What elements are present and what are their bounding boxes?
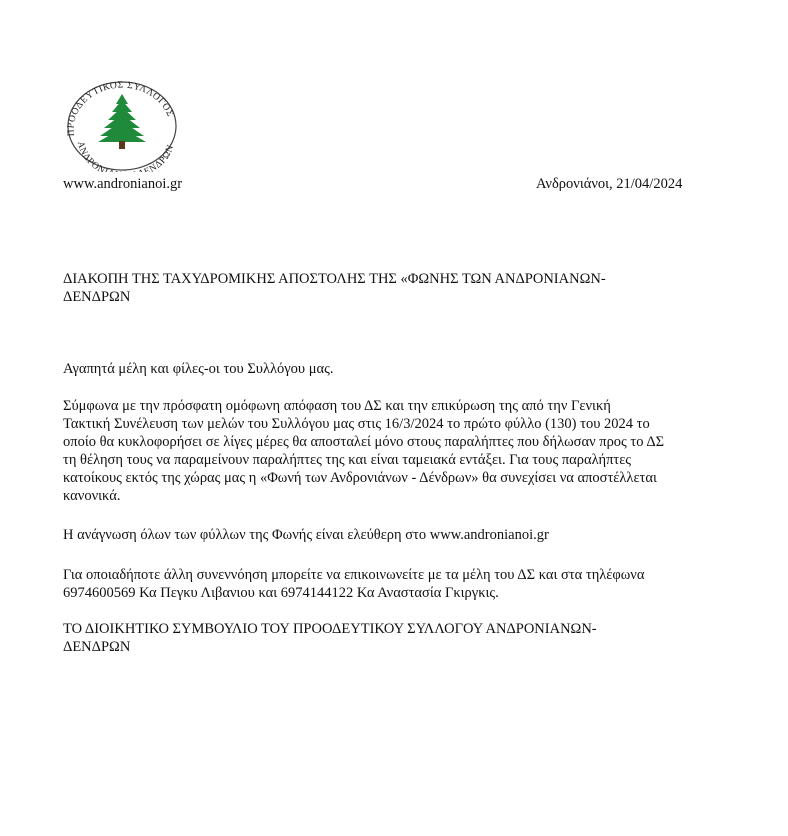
website-address: www.andronianoi.gr: [63, 176, 183, 192]
paragraph-line: κατοίκους εκτός της χώρας μας η «Φωνή των Ανδρονιάνων - Δένδρων» θα συνεχίσει να αποστέλλεται: [63, 470, 657, 486]
paragraph-contact: [63, 566, 735, 602]
paragraph-line: Για οποιαδήποτε άλλη συνεννόηση μπορείτε να επικοινωνείτε με τα μέλη του ΔΣ και στα τηλέφωνα: [63, 567, 645, 583]
title-line: ΔΙΑΚΟΠΗ ΤΗΣ ΤΑΧΥΔΡΟΜΙΚΗΣ ΑΠΟΣΤΟΛΗΣ ΤΗΣ «ΦΩΝΗΣ ΤΩΝ ΑΝΔΡΟΝΙΑΝΩΝ-: [63, 271, 606, 287]
letter-title: [63, 270, 723, 306]
paragraph-line: 6974600569 Κα Πεγκυ Λιβανιου και 6974144122 Κα Αναστασία Γκιργκις.: [63, 585, 499, 601]
signature-block: [63, 620, 723, 656]
paragraph-online-reading: Η ανάγνωση όλων των φύλλων της Φωνής είναι ελεύθερη στο www.andronianoi.gr: [63, 527, 549, 543]
pine-tree-seal-icon: [64, 76, 180, 172]
signature-line: ΤΟ ΔΙΟΙΚΗΤΙΚΟ ΣΥΜΒΟΥΛΙΟ ΤΟΥ ΠΡΟΟΔΕΥΤΙΚΟΥ ΣΥΛΛΟΓΟΥ ΑΝΔΡΟΝΙΑΝΩΝ-: [63, 621, 597, 637]
paragraph-line: κανονικά.: [63, 488, 121, 504]
paragraph-line: τη θέληση τους να παραμείνουν παραλήπτες της και είναι ταμειακά εντάξει. Για τους παραλήπτες: [63, 452, 632, 468]
logo-arc-top: ΠΡΟΟΔΕΥΤΙΚΟΣ ΣΥΛΛΟΓΟΣ: [66, 80, 175, 137]
title-line: ΔΕΝΔΡΩΝ: [63, 289, 131, 305]
association-logo: [64, 76, 180, 172]
paragraph-line: Σύμφωνα με την πρόσφατη ομόφωνη απόφαση του ΔΣ και την επικύρωση της από την Γενική: [63, 398, 611, 414]
paragraph-line: Τακτική Συνέλευση των μελών του Συλλόγου μας στις 16/3/2024 το πρώτο φύλλο (130) του 2024 το: [63, 416, 650, 432]
logo-arc-bottom: ΑΝΔΡΟΝ ΕΝΔΡΩΝ: [74, 140, 177, 172]
signature-line: ΔΕΝΔΡΩΝ: [63, 639, 131, 655]
paragraph-decision: [63, 397, 735, 505]
greeting: Αγαπητά μέλη και φίλες-οι του Συλλόγου μας.: [63, 361, 334, 377]
paragraph-line: οποίο θα κυκλοφορήσει σε λίγες μέρες θα αποσταλεί μόνο στους παραλήπτες που δήλωσαν προς το ΔΣ: [63, 434, 665, 450]
place-and-date: Ανδρονιάνοι, 21/04/2024: [536, 176, 683, 192]
